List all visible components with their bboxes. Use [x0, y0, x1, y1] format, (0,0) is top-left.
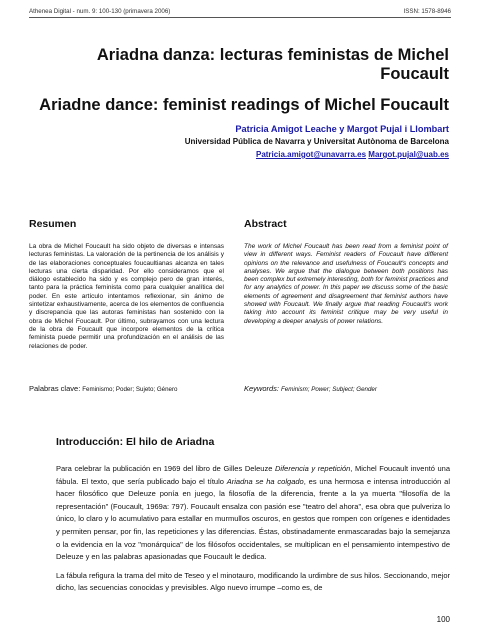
author-emails [29, 150, 449, 159]
body-paragraph: Para celebrar la publicación en 1969 del libro de Gilles Deleuze Diferencia y repetición, Michel Foucault inventó una fábula. El texto, que sería publicado bajo el título Ariadna se ha colgado, es una hermosa e intensa introducción al hacer filosófico que Deleuze ponía en juego, la filosofía de la diferencia, frente a la ya muerta "filosofía de la representación" (Foucault, 1969a: 797). Foucault ensalza con pasión ese "teatro del ahora", esa obra que pulveriza lo único, lo claro y lo acumulativo para estallar en murmullos oscuros, en gestos que rompen con orígenes e identidades y permiten pensar, por fin, las repeticiones y las diferencias. Éstas, obstinadamente enmascaradas bajo la semejanza o la evidencia en la voz "monárquica" de los filósofos occidentales, se multiplican en el pensamiento intempestivo de Deleuze y en las palabras apasionadas que Foucault le dedica. [56, 464, 451, 562]
body-paragraph: La fábula refigura la trama del mito de Teseo y el minotauro, modificando la urdimbre de sus hilos. Seccionando, mejor dicho, las secuencias conocidas y previsibles. Algo nuevo irrumpe –como es, de [56, 570, 450, 593]
title-english: Ariadne dance: feminist readings of Michel Foucault [39, 96, 449, 114]
affiliation: Universidad Pública de Navarra y Universitat Autònoma de Barcelona [184, 137, 449, 146]
title-block [29, 46, 449, 159]
keywords-es-values: Feminismo; Poder; Sujeto; Género [82, 386, 178, 393]
keywords-en-label: Keywords: [244, 384, 280, 393]
keywords-en-values: Feminism; Power; Subject; Gender [280, 386, 377, 393]
email-link-amigot[interactable]: Patricia.amigot@unavarra.es [255, 150, 367, 159]
page-number: 100 [436, 615, 450, 624]
keywords-en [244, 384, 377, 393]
abstract-text: The work of Michel Foucault has been read from a feminist point of view in different ways. Feminist readers of Foucault have different opinions on the relevance and usefulness of Foucault's concepts and analyses. We argue that the dialogue between both positions has been complex but extremely interesting, both for feminist practices and for any analytics of power. In this paper we discuss some of the basic elements of agreement and disagreement that feminist authors have showed with Foucault. We finally argue that reading Foucault's work taking into account its feminist critique may be very useful in developing a deeper analysis of power relations. [244, 243, 448, 325]
header-divider [29, 17, 451, 18]
resumen-text: La obra de Michel Foucault ha sido objeto de diversas e intensas lecturas feministas. La valoración de la pertinencia de los análisis y de las elaboraciones conceptuales foucaultianas alcanza en tales lecturas una cierta disparidad. Por ello consideramos que el diálogo establecido ha sido y es complejo pero de gran interés, tanto para la práctica feminista como para cualquier analítica del poder. En este artículo intentamos reflexionar, sin ánimo de sintetizar exhaustivamente, acerca de los elementos de confluencia y discrepancia que las autoras feministas han sostenido con la obra de Michel Foucault. Por último, subrayamos con una lectura de la obra de Foucault que incorpore elementos de la crítica feminista puede permitir una profundización en el análisis de las relaciones de poder. [29, 243, 224, 350]
abstract-heading: Abstract [244, 218, 287, 230]
section-title: Introducción: El hilo de Ariadna [56, 436, 215, 448]
running-header [29, 6, 451, 18]
body-text [56, 463, 450, 601]
issn: ISSN: 1578-8946 [403, 8, 451, 15]
email-link-pujal[interactable]: Margot.pujal@uab.es [368, 150, 449, 159]
keywords-es-label: Palabras clave: [29, 384, 81, 393]
resumen-heading: Resumen [29, 218, 77, 230]
authors: Patricia Amigot Leache y Margot Pujal i Llombart [235, 124, 449, 134]
keywords-es [29, 384, 178, 393]
title-spanish: Ariadna danza: lecturas feministas de Michel Foucault [96, 46, 449, 83]
journal-citation: Athenea Digital - num. 9: 100-130 (primavera 2006) [29, 8, 171, 15]
